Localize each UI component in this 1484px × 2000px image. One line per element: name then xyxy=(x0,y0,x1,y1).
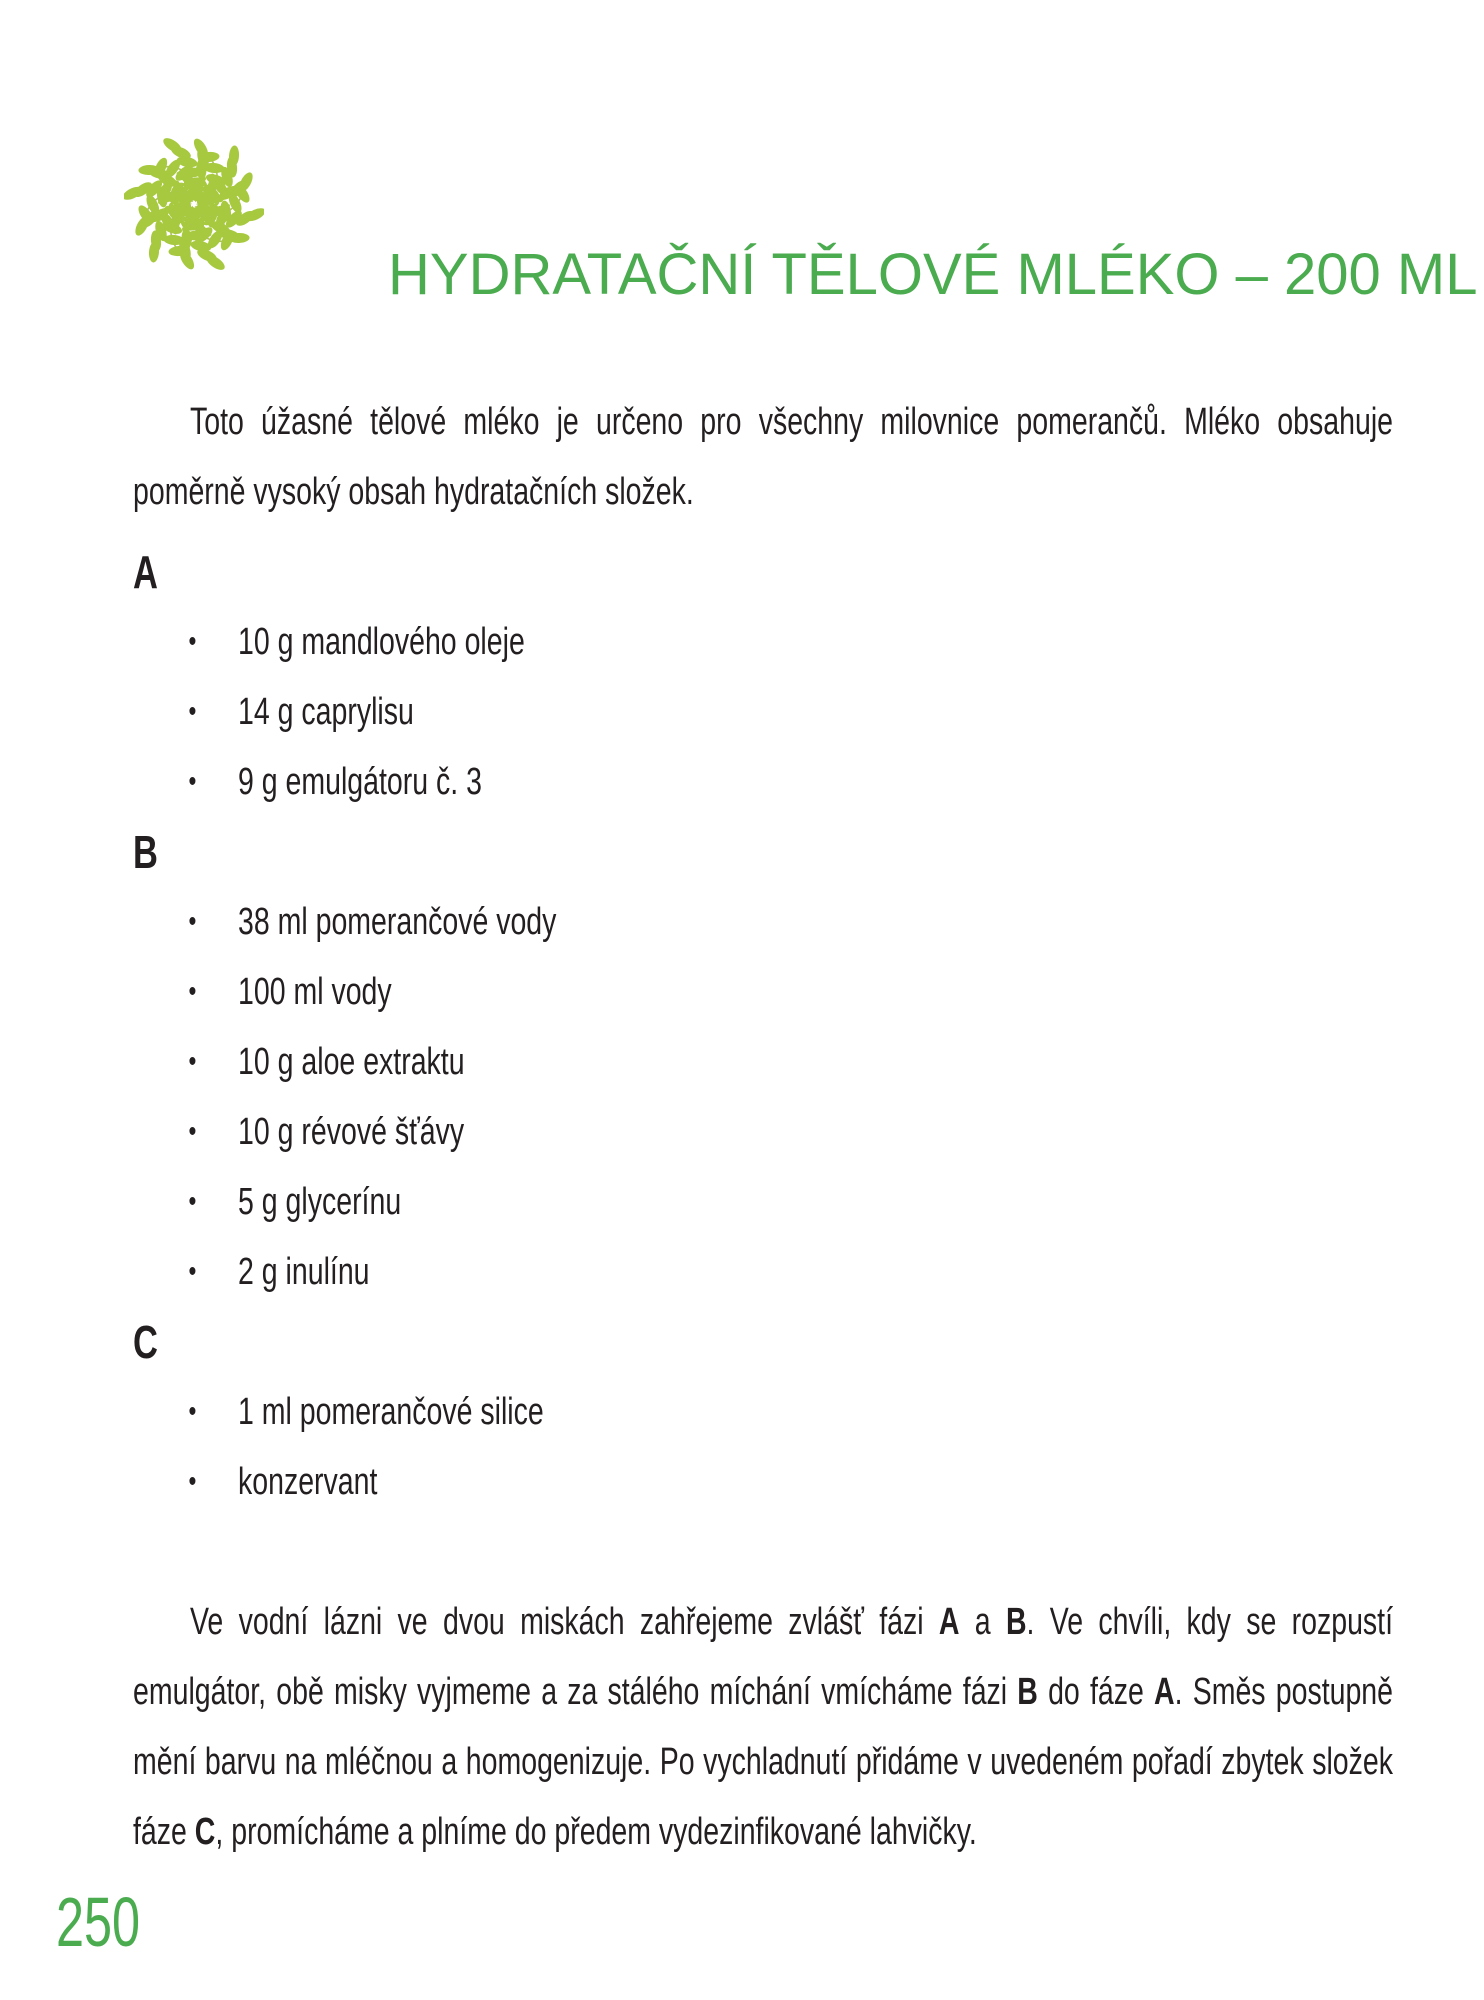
ingredient-item xyxy=(133,1447,1258,1517)
bullet-icon: • xyxy=(188,975,197,1008)
ingredient-text: 10 g révové šťávy xyxy=(238,1111,465,1153)
ingredient-item xyxy=(133,1167,1258,1237)
ingredient-text: 2 g inulínu xyxy=(238,1251,370,1293)
instructions-text: do fáze xyxy=(1037,1671,1155,1713)
ingredient-item xyxy=(133,607,1258,677)
bullet-icon: • xyxy=(188,765,197,798)
ingredient-item xyxy=(133,887,1258,957)
instructions-text: , promícháme a plníme do předem vydezinfikované lahvičky. xyxy=(215,1811,977,1853)
phase-label-B: B xyxy=(133,826,158,878)
leaf-wreath-icon xyxy=(124,134,264,274)
instructions-paragraph xyxy=(133,1587,1393,1867)
phase-reference: B xyxy=(1017,1671,1038,1713)
phase-label-A: A xyxy=(133,546,158,598)
page-number: 250 xyxy=(56,1883,141,1961)
ingredient-item xyxy=(133,957,1258,1027)
bullet-icon: • xyxy=(188,625,197,658)
instructions-text: . Ve chvíli, kdy se rozpustí emulgátor, obě misky vyjmeme a za stálého míchání vmícháme fázi xyxy=(133,1601,1393,1713)
bullet-icon: • xyxy=(188,1465,197,1498)
ingredient-item xyxy=(133,677,1258,747)
bullet-icon: • xyxy=(188,905,197,938)
bullet-icon: • xyxy=(188,1115,197,1148)
phase-label-C: C xyxy=(133,1316,158,1368)
ingredient-text: 10 g aloe extraktu xyxy=(238,1041,465,1083)
intro-paragraph: Toto úžasné tělové mléko je určeno pro všechny milovnice pomerančů. Mléko obsahuje poměrně vysoký obsah hydratačních složek. xyxy=(133,401,1393,513)
ingredient-item xyxy=(133,1027,1258,1097)
instructions-text: Ve vodní lázni ve dvou miskách zahřejeme zvlášť fázi xyxy=(190,1601,939,1643)
ingredient-item xyxy=(133,1237,1258,1307)
ingredient-text: 10 g mandlového oleje xyxy=(238,621,525,663)
bullet-icon: • xyxy=(188,1045,197,1078)
bullet-icon: • xyxy=(188,1255,197,1288)
ingredient-text: 5 g glycerínu xyxy=(238,1181,402,1223)
ingredient-text: 9 g emulgátoru č. 3 xyxy=(238,761,482,803)
ingredient-text: konzervant xyxy=(238,1461,378,1503)
bullet-icon: • xyxy=(188,1185,197,1218)
ingredient-text: 14 g caprylisu xyxy=(238,691,414,733)
recipe-title: HYDRATAČNÍ TĚLOVÉ MLÉKO – 200 ML xyxy=(388,241,1478,307)
bullet-icon: • xyxy=(188,1395,197,1428)
phase-reference: B xyxy=(1005,1601,1027,1643)
ingredient-text: 1 ml pomerančové silice xyxy=(238,1391,544,1433)
instructions-text: . Směs postupně mění barvu na mléčnou a homogenizuje. Po vychladnutí přidáme v uvedeném pořadí zbytek složek fáze xyxy=(133,1671,1394,1853)
phase-reference: C xyxy=(194,1811,216,1853)
ingredient-text: 38 ml pomerančové vody xyxy=(238,901,557,943)
ingredient-item xyxy=(133,1377,1258,1447)
ingredients-list xyxy=(133,537,1258,1517)
phase-reference: A xyxy=(938,1601,960,1643)
ingredient-item xyxy=(133,1097,1258,1167)
ingredient-text: 100 ml vody xyxy=(238,971,392,1013)
ingredient-item xyxy=(133,747,1258,817)
bullet-icon: • xyxy=(188,695,197,728)
phase-reference: A xyxy=(1154,1671,1175,1713)
instructions-text: a xyxy=(959,1601,1006,1643)
